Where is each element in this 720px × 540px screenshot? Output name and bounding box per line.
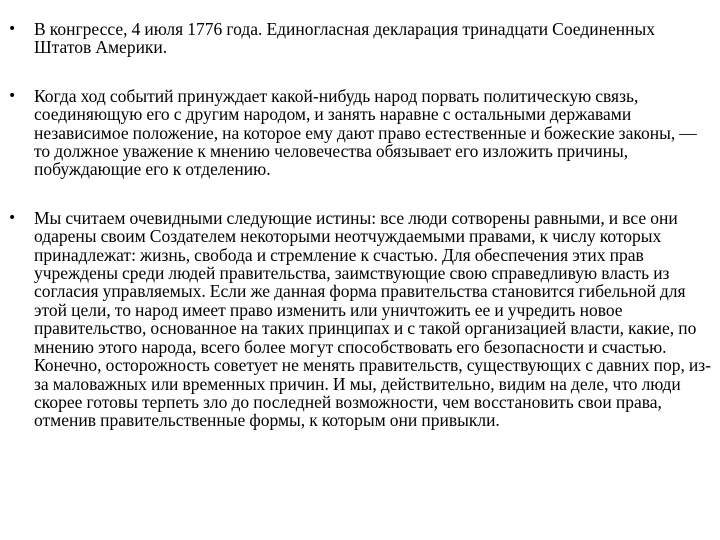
bullet-item: [8, 20, 714, 57]
bullet-item: [8, 209, 714, 430]
bullet-dot-icon: •: [8, 87, 17, 104]
paragraph-congress-header: В конгрессе, 4 июля 1776 года. Единогласная декларация тринадцати Соединенных Штатов Америки.: [34, 19, 655, 58]
bullet-dot-icon: •: [8, 21, 17, 37]
bullet-item: [8, 87, 714, 179]
paragraph-self-evident-truths: Мы считаем очевидными следующие истины: все люди сотворены равными, и все они одарены своим Создателем некоторыми неотчуждаемыми правами, к числу которых принадлежат: жизнь, свобода и стремление к счастью. Для обеспечения этих прав учреждены среди людей правительства, заимствующие свою справедливую власть из согласия управляемых. Если же данная форма правительства становится гибельной для этой цели, то народ имеет право изменить или уничтожить ее и учредить новое правительство, основанное на таких принципах и с такой организацией власти, какие, по мнению этого народа, всего более могут способствовать его безопасности и счастью. Конечно, осторожность советует не менять правительств, существующих с давних пор, из-за маловажных или временных причин. И мы, действительно, видим на деле, что люди скорее готовы терпеть зло до последней возможности, чем восстановить свои права, отменив правительственные формы, к которым они привыкли.: [34, 207, 712, 431]
bullet-dot-icon: •: [8, 209, 17, 226]
bullet-list: [8, 20, 714, 430]
paragraph-preamble: Когда ход событий принуждает какой-нибудь народ порвать политическую связь, соединяющую его с другим народом, и занять наравне с остальными державами независимое положение, на которое ему дают право естественные и божеские законы, — то должное уважение к мнению человечества обязывает его изложить причины, побуждающие его к отделению.: [34, 85, 697, 180]
